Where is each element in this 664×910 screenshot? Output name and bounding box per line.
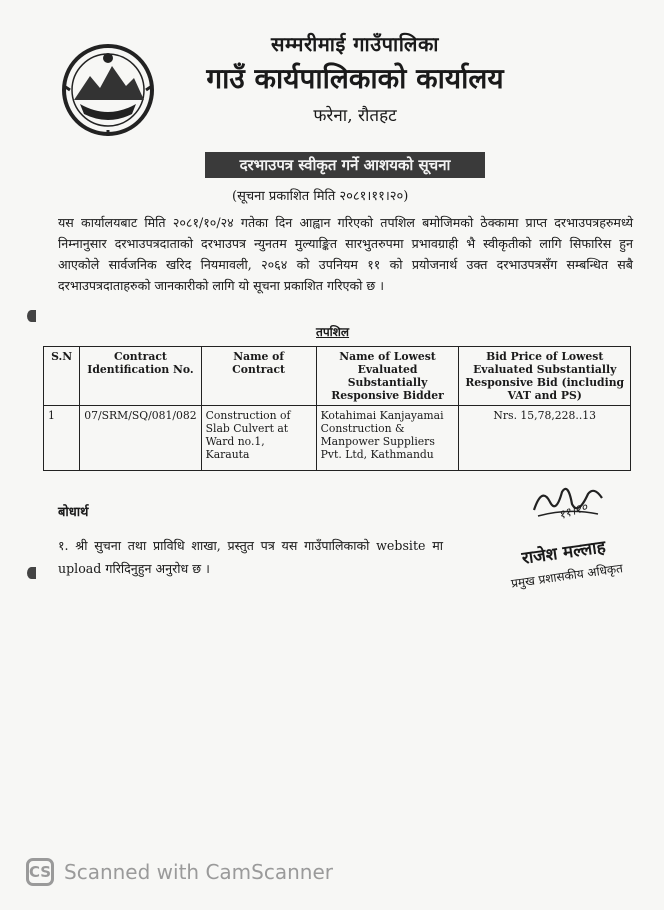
cell-bid-price: Nrs. 15,78,228..13 (459, 406, 631, 471)
office-name: गाउँ कार्यपालिकाको कार्यालय (206, 62, 504, 95)
signatory-name: राजेश मल्लाह (520, 537, 607, 569)
table-caption: तपशिल (316, 325, 350, 339)
binder-hole (27, 567, 36, 579)
bodhartha-item: १. श्री सुचना तथा प्राविधि शाखा, प्रस्तुत पत्र यस गाउँपालिकाको website मा upload गरिदिनुहुन अनुरोध छ । (58, 538, 443, 576)
camscanner-logo-icon: CS (26, 858, 54, 886)
office-address: फरेना, रौतहट (313, 106, 397, 126)
watermark-text: Scanned with CamScanner (64, 860, 333, 884)
cell-contract-name: Construction of Slab Culvert at Ward no.1, Karauta (201, 406, 316, 471)
binder-hole (27, 310, 36, 322)
signatory-block (498, 531, 633, 593)
table-row (44, 406, 631, 471)
letterhead (170, 30, 540, 126)
notice-body: यस कार्यालयबाट मिति २०८१/१०/२४ गतेका दिन आह्वान गरिएको तपशिल बमोजिमको ठेक्कामा प्राप्त दरभाउपत्रहरुमध्ये निम्नानुसार दरभाउपत्रदाताको दरभाउपत्र न्युनतम मुल्याङ्कित सारभुतरुपमा प्रभावग्राही भै स्वीकृतीको लागि सिफारिस हुन आएकोले सार्वजनिक खरिद नियमावली, २०६४ को उपनियम ११ को प्रयोजनार्थ उक्त दरभाउपत्रसँग सम्बन्धित सबै दरभाउपत्रदाताहरुको जानकारीको लागि यो सूचना प्रकाशित गरिएको छ । (58, 215, 633, 293)
col-header-contract-id: Contract Identification No. (80, 347, 201, 406)
bodhartha-heading: बोधार्थ (58, 505, 89, 520)
col-header-contract-name: Name of Contract (201, 347, 316, 406)
col-header-bidder: Name of Lowest Evaluated Substantially Responsive Bidder (316, 347, 459, 406)
camscanner-watermark (26, 858, 333, 886)
notice-title: दरभाउपत्र स्वीकृत गर्ने आशयको सूचना (205, 152, 485, 178)
table-header-row (44, 347, 631, 406)
col-header-sn: S.N (44, 347, 80, 406)
cell-sn: 1 (44, 406, 80, 471)
cell-contract-id: 07/SRM/SQ/081/082 (80, 406, 201, 471)
cell-bidder: Kotahimai Kanjayamai Construction & Manpower Suppliers Pvt. Ltd, Kathmandu (316, 406, 459, 471)
signatory-title: प्रमुख प्रशासकीय अधिकृत (510, 561, 624, 591)
col-header-bid-price: Bid Price of Lowest Evaluated Substantially Responsive Bid (including VAT and PS) (459, 347, 631, 406)
publication-date: (सूचना प्रकाशित मिति २०८१।११।२०) (232, 189, 409, 204)
bid-table (43, 346, 631, 471)
nepal-emblem-icon (60, 42, 156, 138)
signature-date: ११।२० (556, 499, 590, 523)
org-name: सम्मरीमाई गाउँपालिका (271, 32, 439, 56)
